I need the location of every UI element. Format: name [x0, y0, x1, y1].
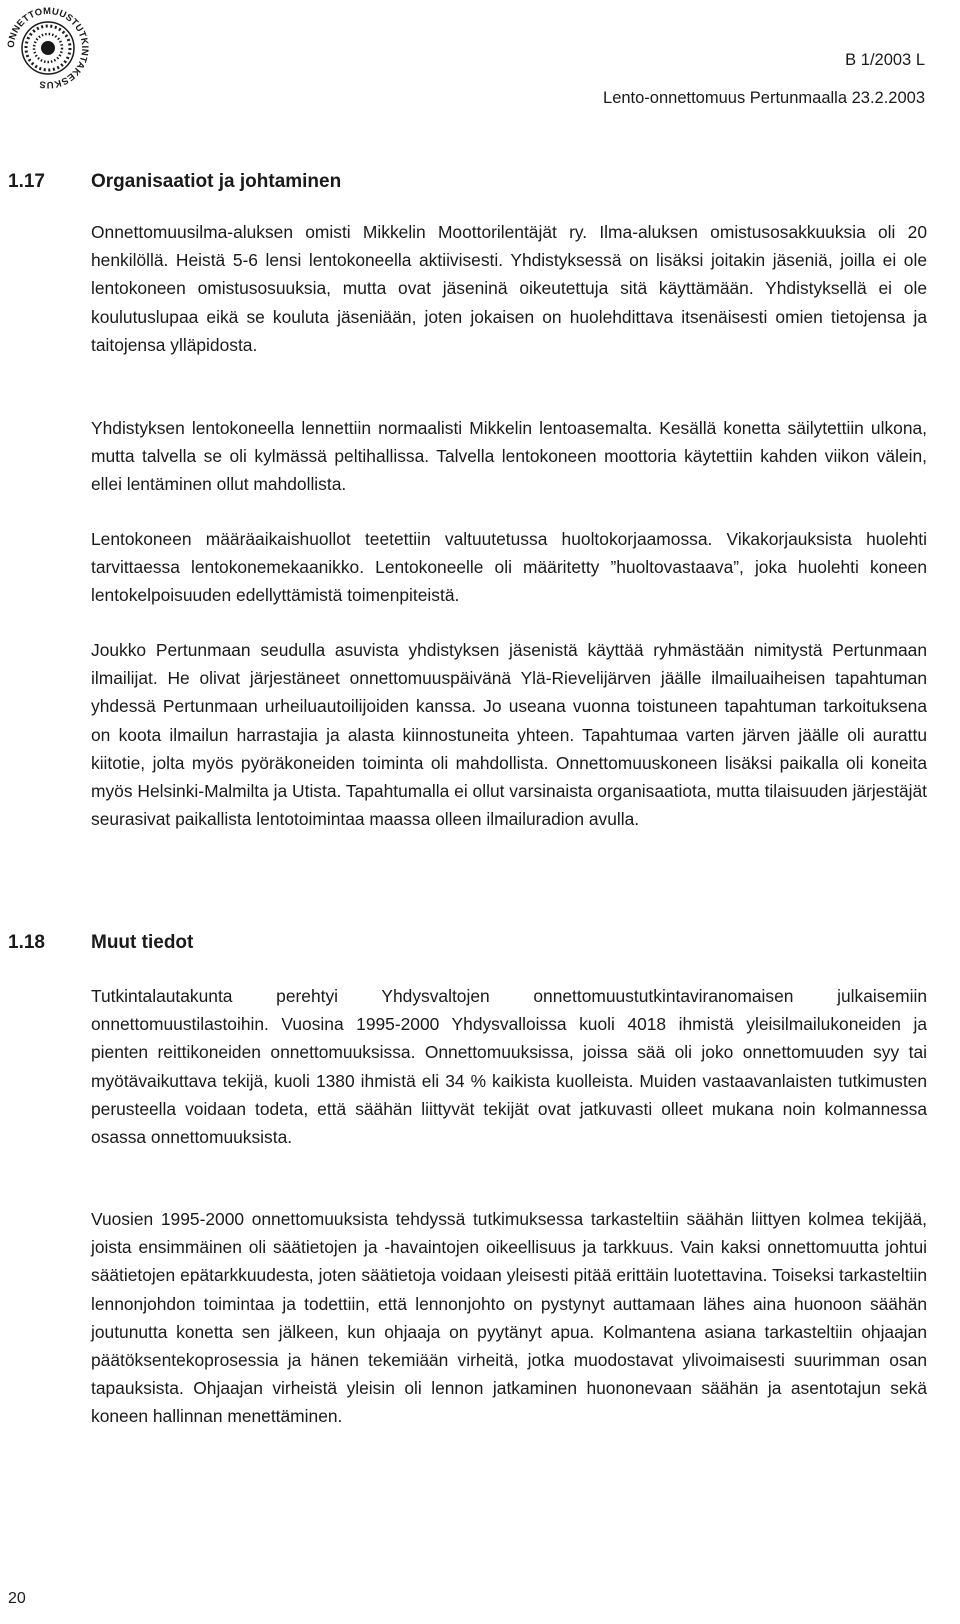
- section-title: Organisaatiot ja johtaminen: [91, 171, 342, 192]
- page-header: [603, 50, 925, 108]
- paragraph: Tutkintalautakunta perehtyi Yhdysvaltojen onnettomuustutkintaviranomaisen julkaisemiin onnettomuustilastoihin. Vuosina 1995-2000 Yhdysvalloissa kuoli 4018 ihmistä yleisilmailukoneiden ja pienten reittikoneiden onnettomuuksissa. Onnettomuuksissa, joissa sää oli joko onnettomuuden syy tai myötävaikuttava tekijä, kuoli 1380 ihmistä eli 34 % kaikista kuolleista. Muiden vastaavanlaisten tutkimusten perusteella voidaan todeta, että säähän liittyvät tekijät ovat jatkuvasti olleet mukana noin kolmannessa osassa onnettomuuksista.: [91, 986, 927, 1148]
- svg-text:ONNETTOMUUSTUTKINTAKESKUS: ONNETTOMUUSTUTKINTAKESKUS: [5, 5, 91, 91]
- report-title: Lento-onnettomuus Pertunmaalla 23.2.2003: [603, 89, 925, 107]
- paragraph: Lentokoneen määräaikaishuollot teetettiin valtuutetussa huoltokorjaamossa. Vikakorjauksista huolehti tarvittaessa lentokonemekaanikko. Lentokoneelle oli määritetty ”huoltovastaava”, joka huolehti koneen lentokelpoisuuden edellyttämistä toimenpiteistä.: [91, 529, 927, 606]
- page-number: 20: [8, 1590, 26, 1607]
- organization-logo: [0, 0, 96, 96]
- paragraph: Onnettomuusilma-aluksen omisti Mikkelin Moottorilentäjät ry. Ilma-aluksen omistusosakkuuksia oli 20 henkilöllä. Heistä 5-6 lensi lentokoneella aktiivisesti. Yhdistyksessä on lisäksi joitakin jäseniä, joilla ei ole lentokoneen omistusosuuksia, mutta ovat jäseninä oikeutettuja sitä käyttämään. Yhdistyksellä ei ole koulutuslupaa eikä se kouluta jäseniään, joten jokaisen on huolehdittava itsenäisesti omien tietojensa ja taitojensa ylläpidosta.: [91, 222, 927, 355]
- paragraph: Yhdistyksen lentokoneella lennettiin normaalisti Mikkelin lentoasemalta. Kesällä konetta säilytettiin ulkona, mutta talvella se oli kylmässä peltihallissa. Talvella lentokoneen moottoria käytettiin kahden viikon välein, ellei lentäminen ollut mahdollista.: [91, 418, 927, 495]
- report-code: B 1/2003 L: [845, 51, 925, 69]
- logo-seal-icon: [0, 0, 96, 96]
- section-number: 1.18: [8, 932, 45, 953]
- section-number: 1.17: [8, 171, 45, 192]
- paragraph: Joukko Pertunmaan seudulla asuvista yhdistyksen jäsenistä käyttää ryhmästään nimitystä Pertunmaan ilmailijat. He olivat järjestäneet onnettomuuspäivänä Ylä-Rievelijärven jäälle ilmailuaiheisen tapahtuman yhdessä Pertunmaan urheiluautoilijoiden kanssa. Jo useana vuonna toistuneen tapahtuman tarkoituksena on koota ilmailun harrastajia ja alasta kiinnostuneita yhteen. Tapahtumaa varten järven jäälle oli aurattu kiitotie, jolta myös pyöräkoneiden toiminta oli mahdollista. Onnettomuuskoneen lisäksi paikalla oli koneita myös Helsinki-Malmilta ja Utista. Tapahtumalla ei ollut varsinaista organisaatiota, mutta tilaisuuden järjestäjät seurasivat paikallista lentotoimintaa maassa olleen ilmailuradion avulla.: [91, 640, 927, 830]
- section-title: Muut tiedot: [91, 932, 194, 953]
- paragraph: Vuosien 1995-2000 onnettomuuksista tehdyssä tutkimuksessa tarkasteltiin säähän liittyen kolmea tekijää, joista ensimmäinen oli säätietojen ja -havaintojen oikeellisuus ja tarkkuus. Vain kaksi onnettomuutta johtui säätietojen epätarkkuudesta, joten säätietoja voidaan yleisesti pitää erittäin luotettavina. Toiseksi tarkasteltiin lennonjohdon toimintaa ja todettiin, että lennonjohto on pystynyt auttamaan lähes aina huonoon säähän joutunutta konetta sen jälkeen, kun ohjaaja on pyytänyt apua. Kolmantena asiana tarkasteltiin ohjaajan päätöksentekoprosessia ja hänen tekemiään virheitä, jotka muodostavat ylivoimaisesti suurimman osan tapauksista. Ohjaajan virheistä yleisin oli lennon jatkaminen huononevaan säähän ja asentotajun sekä koneen hallinnan menettäminen.: [91, 1209, 927, 1427]
